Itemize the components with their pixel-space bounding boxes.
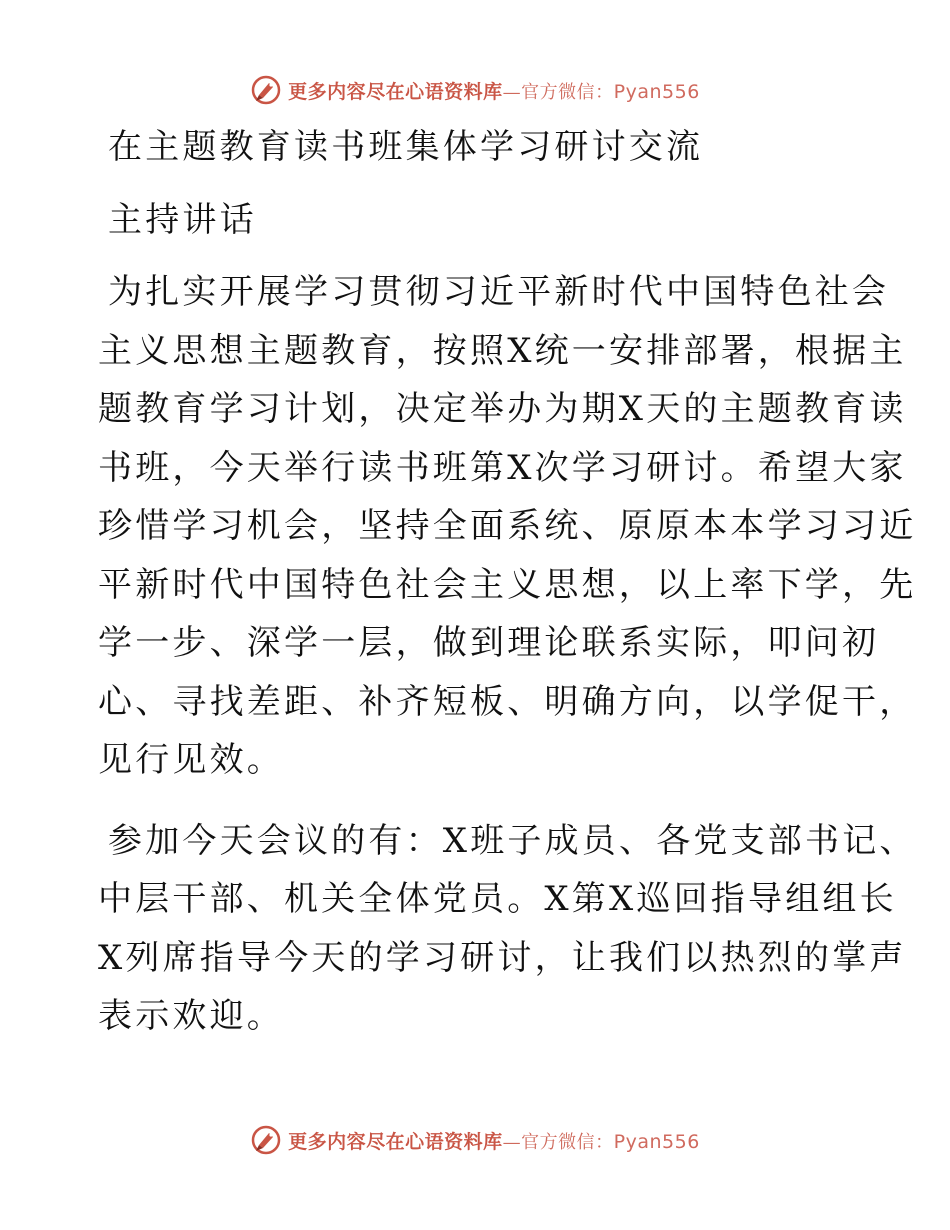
document-body <box>98 118 917 1046</box>
text-line: 心、寻找差距、补齐短板、明确方向，以学促干， <box>98 681 917 722</box>
watermark-sub: 官方微信： <box>521 1131 614 1153</box>
watermark-id: Pyan556 <box>613 80 700 103</box>
watermark-footer <box>0 1120 950 1160</box>
text-line: 中层干部、机关全体党员。X第X巡回指导组组长 <box>98 879 897 919</box>
watermark-text <box>288 77 700 104</box>
watermark-header <box>0 70 950 110</box>
paragraph-attendees <box>98 812 917 1046</box>
watermark-main: 更多内容尽在心语资料库 <box>288 80 503 103</box>
text-line: 见行见效。 <box>98 740 284 780</box>
text-line: 题教育学习计划，决定举办为期X天的主题教育读 <box>98 389 907 429</box>
text-line: 学一步、深学一层，做到理论联系实际，叩问初 <box>98 623 880 663</box>
text-line: 为扎实开展学习贯彻习近平新时代中国特色社会 <box>108 272 890 312</box>
watermark-main: 更多内容尽在心语资料库 <box>288 1130 503 1153</box>
paragraph-intro <box>98 263 917 790</box>
text-line: 平新时代中国特色社会主义思想，以上率下学，先 <box>98 564 917 605</box>
text-line: 主义思想主题教育，按照X统一安排部署，根据主 <box>98 330 907 371</box>
pen-logo-icon <box>250 74 282 106</box>
watermark-dash: — <box>502 1131 522 1153</box>
document-title: 在主题教育读书班集体学习研讨交流 <box>108 127 704 167</box>
watermark-dash: — <box>502 81 522 103</box>
text-line: 珍惜学习机会，坚持全面系统、原原本本学习习近 <box>98 506 917 546</box>
text-line: 书班，今天举行读书班第X次学习研讨。希望大家 <box>98 447 907 488</box>
text-line: 表示欢迎。 <box>98 996 284 1036</box>
watermark-text <box>288 1127 700 1154</box>
watermark-sub: 官方微信： <box>521 81 614 103</box>
text-line: X列席指导今天的学习研讨，让我们以热烈的掌声 <box>98 937 907 978</box>
document-subtitle: 主持讲话 <box>108 199 257 240</box>
pen-logo-icon <box>250 1124 282 1156</box>
text-line: 参加今天会议的有：X班子成员、各党支部书记、 <box>108 820 917 861</box>
watermark-id: Pyan556 <box>613 1130 700 1153</box>
